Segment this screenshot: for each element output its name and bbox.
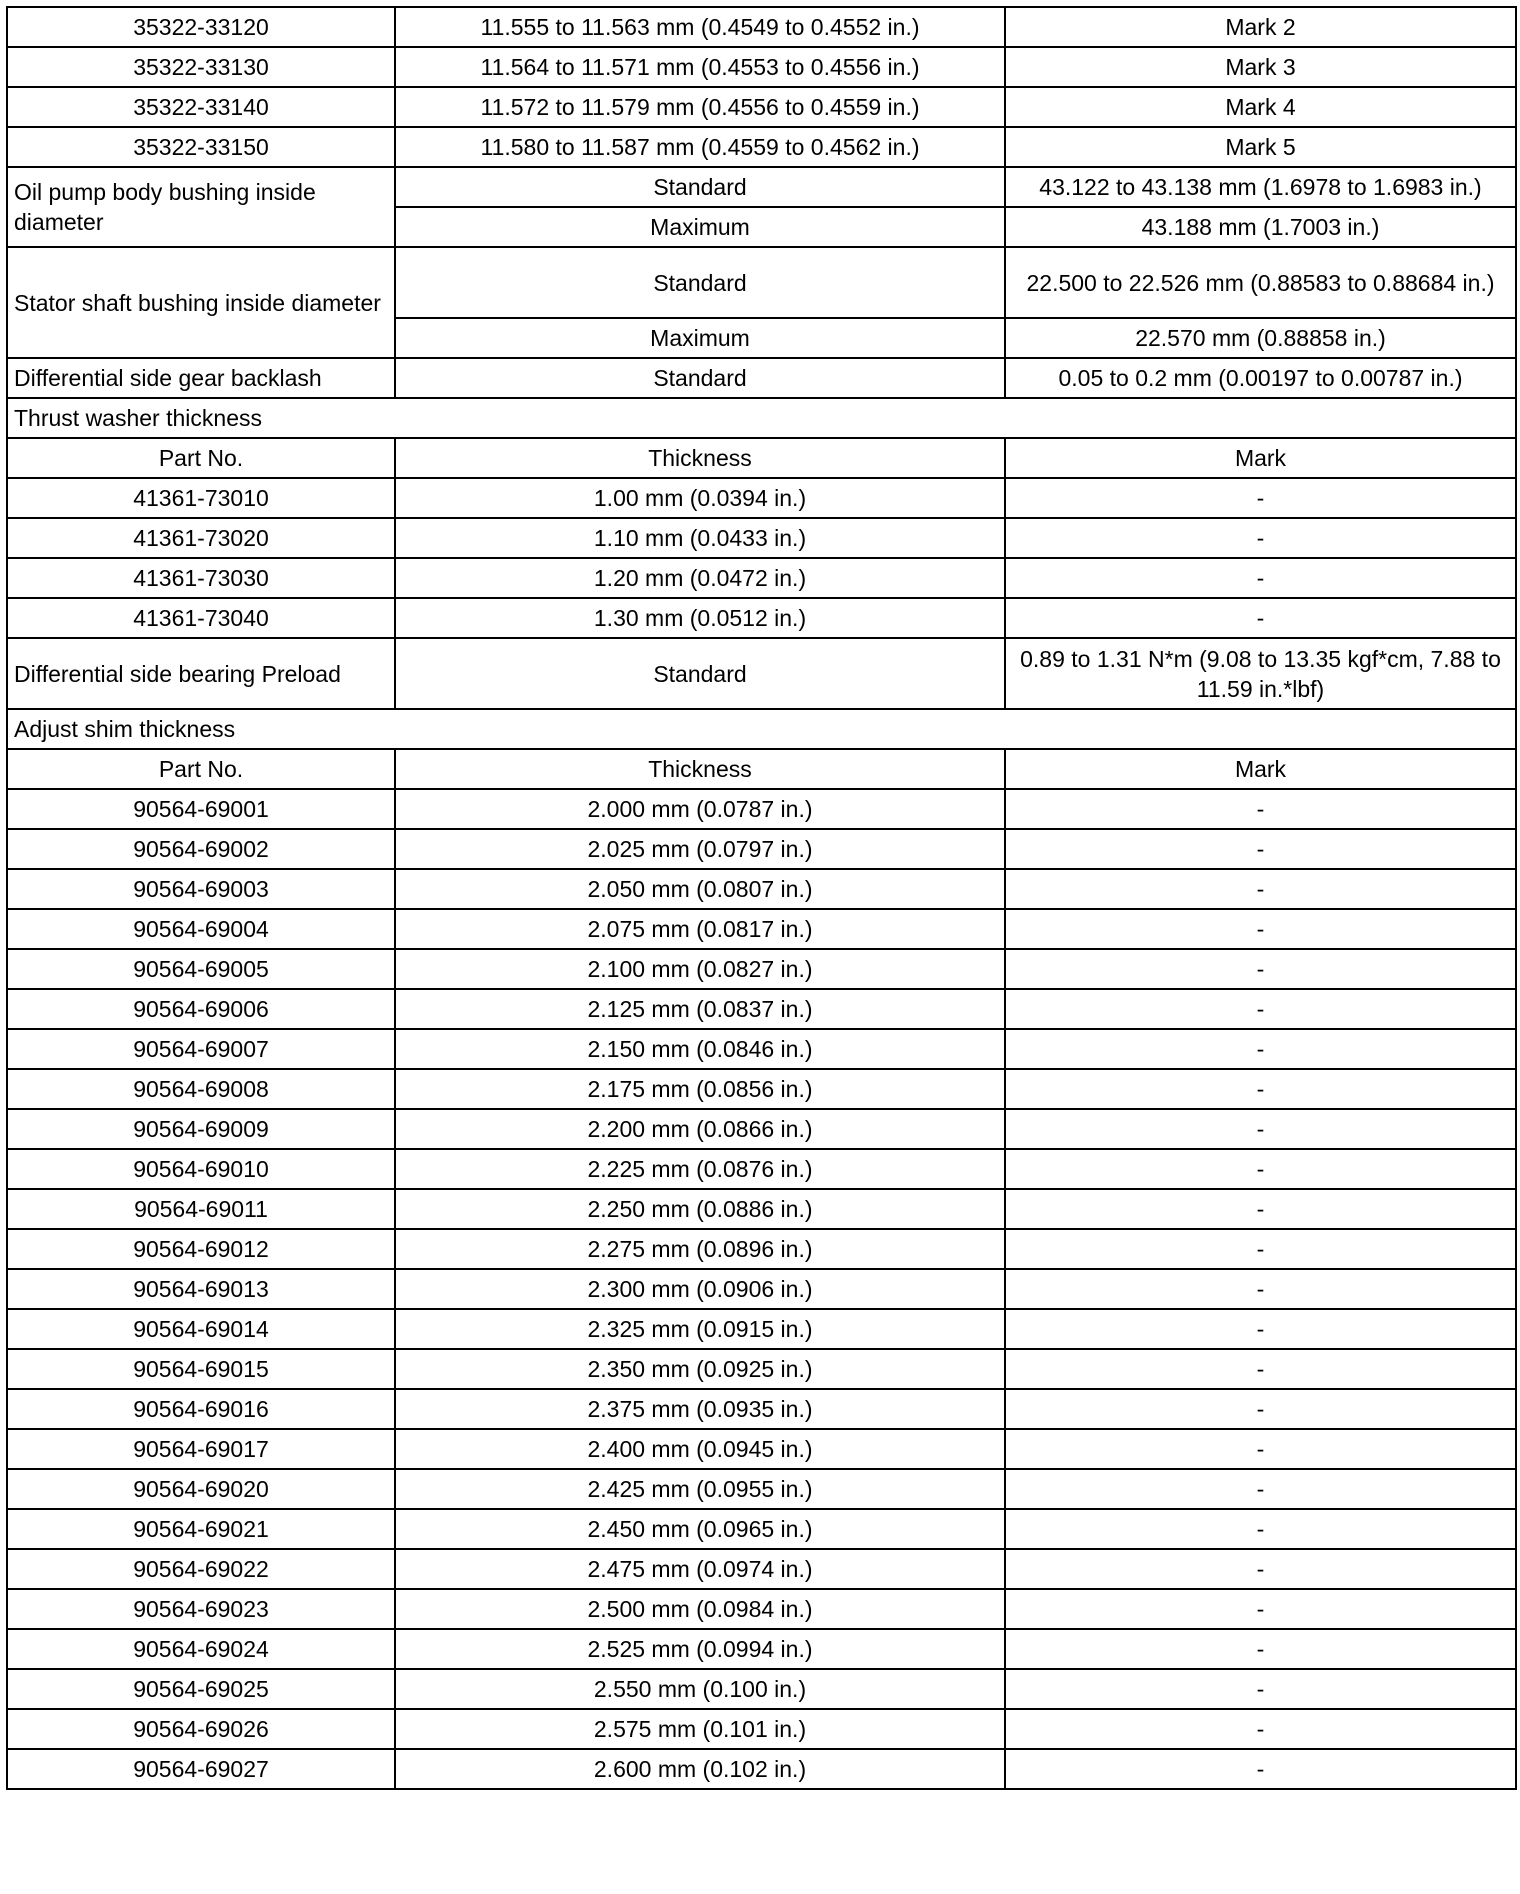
mark-cell: - [1005,598,1516,638]
table-row [7,1269,1516,1309]
condition-cell: Maximum [395,318,1005,358]
part-number-cell: 35322-33150 [7,127,395,167]
condition-cell: Maximum [395,207,1005,247]
table-row [7,87,1516,127]
column-header-mark: Mark [1005,749,1516,789]
part-number-cell: 90564-69016 [7,1389,395,1429]
thickness-cell: 11.580 to 11.587 mm (0.4559 to 0.4562 in.) [395,127,1005,167]
part-number-cell: 90564-69013 [7,1269,395,1309]
thickness-cell: 2.300 mm (0.0906 in.) [395,1269,1005,1309]
thickness-cell: 2.200 mm (0.0866 in.) [395,1109,1005,1149]
table-row [7,989,1516,1029]
mark-cell: - [1005,829,1516,869]
part-number-cell: 41361-73030 [7,558,395,598]
condition-cell: Standard [395,358,1005,398]
shim-section-title: Adjust shim thickness [7,709,1516,749]
thickness-cell: 2.475 mm (0.0974 in.) [395,1549,1005,1589]
column-header-thickness: Thickness [395,749,1005,789]
thickness-cell: 2.275 mm (0.0896 in.) [395,1229,1005,1269]
mark-cell: - [1005,1069,1516,1109]
table-row [7,1109,1516,1149]
part-number-cell: 90564-69007 [7,1029,395,1069]
table-row [7,1749,1516,1789]
thickness-cell: 2.450 mm (0.0965 in.) [395,1509,1005,1549]
thickness-cell: 2.150 mm (0.0846 in.) [395,1029,1005,1069]
mark-cell: - [1005,1509,1516,1549]
table-row [7,358,1516,398]
thickness-cell: 2.550 mm (0.100 in.) [395,1669,1005,1709]
part-number-cell: 35322-33130 [7,47,395,87]
specification-table-body [7,7,1516,478]
mark-cell: - [1005,909,1516,949]
column-header-mark: Mark [1005,438,1516,478]
part-number-cell: 90564-69021 [7,1509,395,1549]
mark-cell: - [1005,1149,1516,1189]
part-number-cell: 90564-69012 [7,1229,395,1269]
table-row [7,1669,1516,1709]
table-row [7,1389,1516,1429]
condition-cell: Standard [395,638,1005,709]
thickness-cell: 2.425 mm (0.0955 in.) [395,1469,1005,1509]
table-row [7,127,1516,167]
thickness-cell: 1.00 mm (0.0394 in.) [395,478,1005,518]
thickness-cell: 2.250 mm (0.0886 in.) [395,1189,1005,1229]
thickness-cell: 2.400 mm (0.0945 in.) [395,1429,1005,1469]
thickness-cell: 11.572 to 11.579 mm (0.4556 to 0.4559 in.) [395,87,1005,127]
table-row [7,1069,1516,1109]
table-row [7,789,1516,829]
thickness-cell: 2.000 mm (0.0787 in.) [395,789,1005,829]
condition-cell: Standard [395,247,1005,318]
mark-cell: - [1005,1429,1516,1469]
part-number-cell: 90564-69024 [7,1629,395,1669]
thickness-cell: 2.375 mm (0.0935 in.) [395,1389,1005,1429]
mark-cell: - [1005,1629,1516,1669]
thickness-cell: 11.555 to 11.563 mm (0.4549 to 0.4552 in.) [395,7,1005,47]
mark-cell: - [1005,558,1516,598]
mark-cell: - [1005,1309,1516,1349]
table-row [7,1589,1516,1629]
thickness-cell: 2.050 mm (0.0807 in.) [395,869,1005,909]
table-row [7,1229,1516,1269]
thickness-cell: 2.500 mm (0.0984 in.) [395,1589,1005,1629]
table-row [7,869,1516,909]
header-row [7,749,1516,789]
table-row [7,1709,1516,1749]
mark-cell: - [1005,1549,1516,1589]
table-row [7,167,1516,207]
mark-cell: - [1005,518,1516,558]
table-row [7,558,1516,598]
thickness-cell: 2.025 mm (0.0797 in.) [395,829,1005,869]
section-title-row [7,709,1516,749]
table-row [7,1149,1516,1189]
table-row [7,598,1516,638]
header-row [7,438,1516,478]
spec-value-cell: 22.570 mm (0.88858 in.) [1005,318,1516,358]
mark-cell: Mark 5 [1005,127,1516,167]
table-row [7,909,1516,949]
part-number-cell: 90564-69009 [7,1109,395,1149]
mark-cell: - [1005,1229,1516,1269]
part-number-cell: 90564-69025 [7,1669,395,1709]
part-number-cell: 35322-33120 [7,7,395,47]
part-number-cell: 90564-69015 [7,1349,395,1389]
part-number-cell: 90564-69011 [7,1189,395,1229]
section-title-row [7,398,1516,438]
thickness-cell: 2.100 mm (0.0827 in.) [395,949,1005,989]
part-number-cell: 90564-69010 [7,1149,395,1189]
part-number-cell: 90564-69003 [7,869,395,909]
mark-cell: - [1005,1109,1516,1149]
table-row [7,7,1516,47]
thickness-cell: 2.350 mm (0.0925 in.) [395,1349,1005,1389]
part-number-cell: 35322-33140 [7,87,395,127]
table-row [7,1549,1516,1589]
part-number-cell: 90564-69001 [7,789,395,829]
part-number-cell: 90564-69022 [7,1549,395,1589]
mark-cell: - [1005,949,1516,989]
table-row [7,1629,1516,1669]
backlash-label: Differential side gear backlash [7,358,395,398]
mark-cell: - [1005,478,1516,518]
condition-cell: Standard [395,167,1005,207]
thickness-cell: 2.525 mm (0.0994 in.) [395,1629,1005,1669]
table-row [7,638,1516,709]
part-number-cell: 90564-69020 [7,1469,395,1509]
adjust-shim-rows [7,789,1516,1789]
mark-cell: - [1005,1189,1516,1229]
part-number-cell: 90564-69026 [7,1709,395,1749]
thickness-cell: 2.575 mm (0.101 in.) [395,1709,1005,1749]
table-row [7,478,1516,518]
spec-value-cell: 43.188 mm (1.7003 in.) [1005,207,1516,247]
oil-pump-label: Oil pump body bushing inside diameter [7,167,395,247]
part-number-cell: 41361-73040 [7,598,395,638]
mark-cell: Mark 4 [1005,87,1516,127]
spec-value-cell: 0.05 to 0.2 mm (0.00197 to 0.00787 in.) [1005,358,1516,398]
thickness-cell: 2.075 mm (0.0817 in.) [395,909,1005,949]
thickness-cell: 1.20 mm (0.0472 in.) [395,558,1005,598]
mark-cell: - [1005,1269,1516,1309]
spec-value-cell: 0.89 to 1.31 N*m (9.08 to 13.35 kgf*cm, 7.88 to 11.59 in.*lbf) [1005,638,1516,709]
thickness-cell: 1.10 mm (0.0433 in.) [395,518,1005,558]
part-number-cell: 90564-69002 [7,829,395,869]
table-row [7,47,1516,87]
part-number-cell: 90564-69017 [7,1429,395,1469]
thickness-cell: 2.175 mm (0.0856 in.) [395,1069,1005,1109]
table-row [7,1309,1516,1349]
specification-table [6,6,1517,1790]
thickness-cell: 2.325 mm (0.0915 in.) [395,1309,1005,1349]
thrust-section-title: Thrust washer thickness [7,398,1516,438]
thickness-cell: 1.30 mm (0.0512 in.) [395,598,1005,638]
part-number-cell: 41361-73020 [7,518,395,558]
mark-cell: - [1005,1029,1516,1069]
part-number-cell: 90564-69005 [7,949,395,989]
column-header-thickness: Thickness [395,438,1005,478]
mark-cell: - [1005,1749,1516,1789]
table-row [7,1469,1516,1509]
thickness-cell: 2.125 mm (0.0837 in.) [395,989,1005,1029]
mark-cell: - [1005,1469,1516,1509]
thickness-cell: 2.225 mm (0.0876 in.) [395,1149,1005,1189]
part-number-cell: 90564-69027 [7,1749,395,1789]
thickness-cell: 11.564 to 11.571 mm (0.4553 to 0.4556 in.) [395,47,1005,87]
part-number-cell: 90564-69004 [7,909,395,949]
mark-cell: - [1005,1589,1516,1629]
part-number-cell: 41361-73010 [7,478,395,518]
mark-cell: - [1005,1709,1516,1749]
part-number-cell: 90564-69014 [7,1309,395,1349]
mark-cell: - [1005,1669,1516,1709]
table-row [7,829,1516,869]
part-number-cell: 90564-69008 [7,1069,395,1109]
stator-label: Stator shaft bushing inside diameter [7,247,395,358]
table-row [7,518,1516,558]
column-header-part: Part No. [7,749,395,789]
table-row [7,1429,1516,1469]
table-row [7,1509,1516,1549]
mark-cell: - [1005,1349,1516,1389]
preload-section [7,638,1516,789]
mark-cell: Mark 3 [1005,47,1516,87]
table-row [7,1349,1516,1389]
mark-cell: Mark 2 [1005,7,1516,47]
column-header-part: Part No. [7,438,395,478]
mark-cell: - [1005,1389,1516,1429]
part-number-cell: 90564-69006 [7,989,395,1029]
table-row [7,1029,1516,1069]
mark-cell: - [1005,989,1516,1029]
table-row [7,247,1516,318]
mark-cell: - [1005,789,1516,829]
spec-value-cell: 22.500 to 22.526 mm (0.88583 to 0.88684 in.) [1005,247,1516,318]
table-row [7,1189,1516,1229]
part-number-cell: 90564-69023 [7,1589,395,1629]
table-row [7,949,1516,989]
thickness-cell: 2.600 mm (0.102 in.) [395,1749,1005,1789]
spec-value-cell: 43.122 to 43.138 mm (1.6978 to 1.6983 in.) [1005,167,1516,207]
preload-label: Differential side bearing Preload [7,638,395,709]
mark-cell: - [1005,869,1516,909]
thrust-washer-rows [7,478,1516,638]
